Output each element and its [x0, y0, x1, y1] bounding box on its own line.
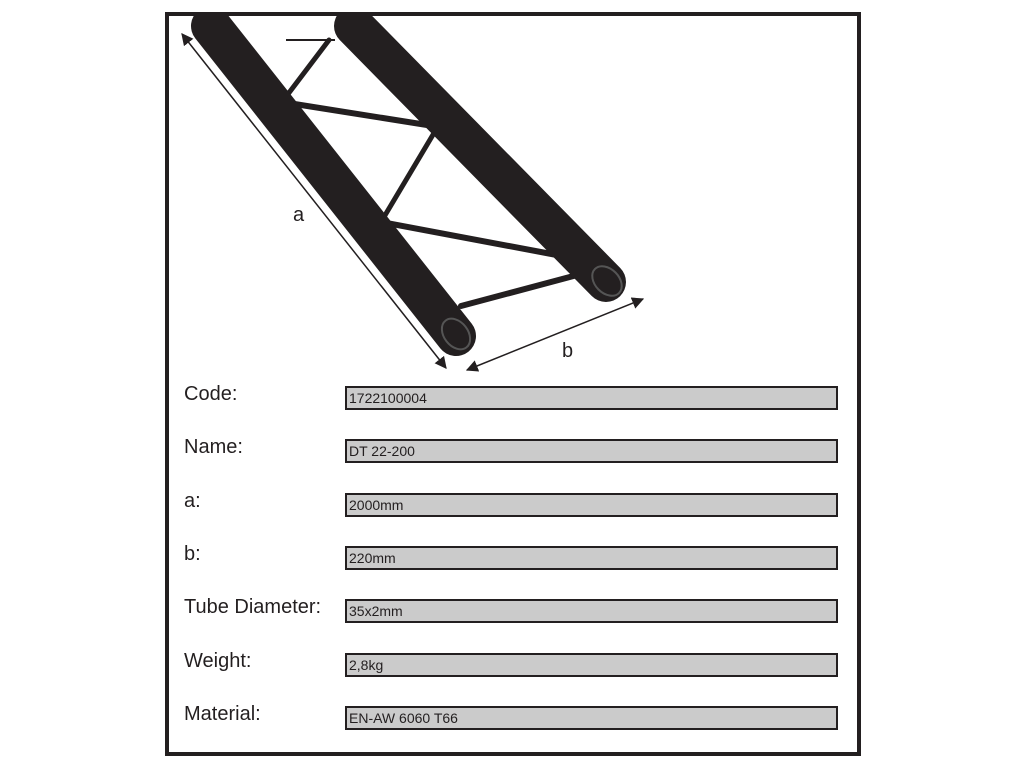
spec-row-weight: [169, 650, 857, 683]
spec-label: Material:: [184, 703, 261, 725]
product-spec-sheet: [165, 12, 861, 756]
spec-value-field: 2000mm: [345, 493, 838, 517]
spec-row-name: [169, 436, 857, 469]
spec-row-code: [169, 383, 857, 416]
spec-label: a:: [184, 490, 201, 512]
spec-value-field: DT 22-200: [345, 439, 838, 463]
spec-value-field: EN-AW 6060 T66: [345, 706, 838, 730]
spec-label: Code:: [184, 383, 238, 405]
spec-value-field: 220mm: [345, 546, 838, 570]
spec-label: b:: [184, 543, 201, 565]
truss-diagram: [169, 16, 857, 386]
spec-label: Weight:: [184, 650, 252, 672]
spec-label: Name:: [184, 436, 243, 458]
spec-row-a: [169, 490, 857, 523]
dimension-b-arrow: [467, 299, 643, 370]
dimension-b-label: b: [562, 340, 574, 362]
spec-row-tube-diameter: [169, 596, 857, 629]
spec-value-field: 2,8kg: [345, 653, 838, 677]
truss-tubes: [211, 26, 606, 336]
spec-row-b: [169, 543, 857, 576]
spec-row-material: [169, 703, 857, 736]
spec-label: Tube Diameter:: [184, 596, 322, 618]
spec-value-field: 35x2mm: [345, 599, 838, 623]
dimension-a-label: a: [293, 204, 305, 226]
spec-value-field: 1722100004: [345, 386, 838, 410]
